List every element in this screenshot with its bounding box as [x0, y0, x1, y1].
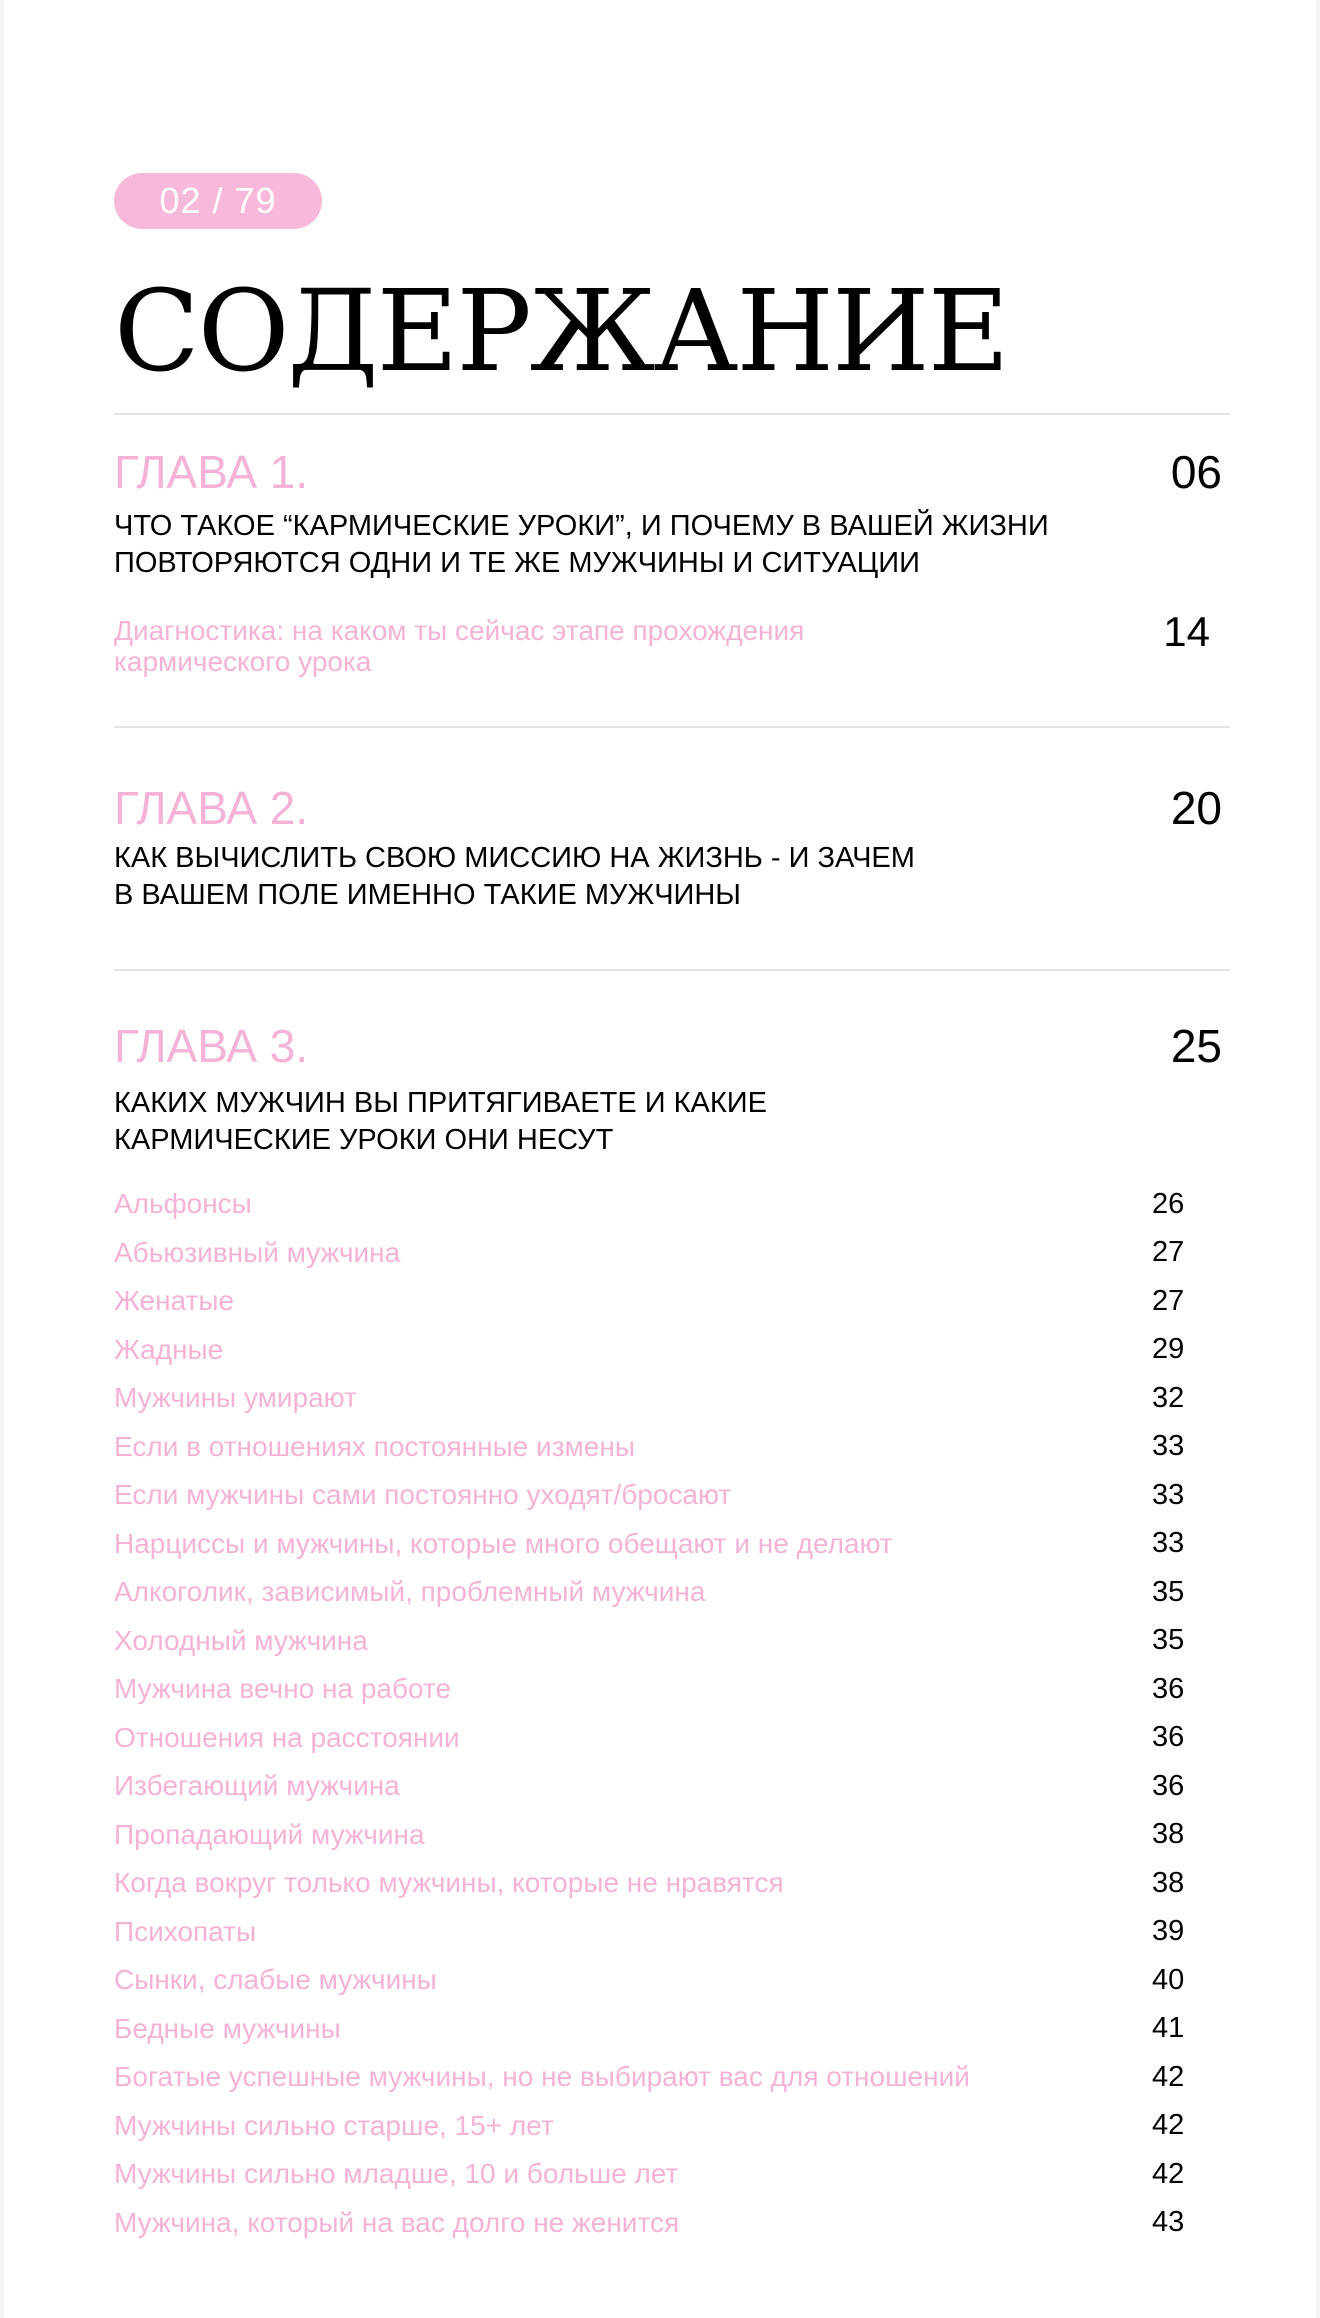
toc-entry: [114, 1520, 1198, 1569]
toc-entry: [114, 2005, 1198, 2054]
toc-entry-title: Нарциссы и мужчины, которые много обещают и не делают: [114, 1527, 893, 1559]
chapter-3-label: ГЛАВА 3.: [114, 1020, 309, 1072]
divider: [114, 969, 1230, 971]
chapter-1-page: 06: [1170, 446, 1222, 498]
chapter-3-page: 25: [1170, 1020, 1222, 1072]
toc-entry-page: 41: [1152, 2012, 1185, 2045]
toc-entry: [114, 1762, 1198, 1811]
toc-entry-page: 42: [1152, 2060, 1185, 2093]
toc-entry-page: 36: [1152, 1769, 1185, 1802]
toc-entry: [114, 2199, 1198, 2248]
toc-entry: [114, 1180, 1198, 1229]
toc-entry-title: Если в отношениях постоянные измены: [114, 1430, 635, 1462]
toc-entry-page: 42: [1152, 2157, 1185, 2190]
toc-entry-page: 40: [1152, 1963, 1185, 1996]
divider: [114, 413, 1230, 415]
toc-entry: [114, 2102, 1198, 2151]
toc-entry-title: Альфонсы: [114, 1188, 252, 1220]
toc-entry-page: 36: [1152, 1672, 1185, 1705]
chapter-2-description: КАК ВЫЧИСЛИТЬ СВОЮ МИССИЮ НА ЖИЗНЬ - И ЗАЧЕМ В ВАШЕМ ПОЛЕ ИМЕННО ТАКИЕ МУЖЧИНЫ: [114, 842, 915, 911]
toc-entry: [114, 1568, 1198, 1617]
toc-entry-title: Когда вокруг только мужчины, которые не нравятся: [114, 1867, 784, 1899]
chapter-2-label: ГЛАВА 2.: [114, 782, 309, 834]
toc-entry-page: 39: [1152, 1915, 1185, 1948]
toc-entry-title: Пропадающий мужчина: [114, 1818, 425, 1850]
divider: [114, 726, 1230, 728]
toc-entry-title: Если мужчины сами постоянно уходят/бросают: [114, 1479, 732, 1511]
chapter-3-item-list: [114, 1180, 1198, 2247]
toc-entry-page: 27: [1152, 1284, 1185, 1317]
page-number-badge: 02 / 79: [114, 173, 322, 229]
chapter-1-description: ЧТО ТАКОЕ “КАРМИЧЕСКИЕ УРОКИ”, И ПОЧЕМУ В ВАШЕЙ ЖИЗНИ ПОВТОРЯЮТСЯ ОДНИ И ТЕ ЖЕ МУЖЧИНЫ И СИТУАЦИИ: [114, 510, 1049, 579]
toc-entry-page: 26: [1152, 1187, 1185, 1220]
toc-entry-page: 42: [1152, 2109, 1185, 2142]
toc-entry-page: 36: [1152, 1721, 1185, 1754]
toc-entry-page: 38: [1152, 1818, 1185, 1851]
toc-entry: [114, 1714, 1198, 1763]
toc-entry-page: 43: [1152, 2206, 1185, 2239]
toc-entry-title: Жадные: [114, 1333, 224, 1365]
toc-entry-title: Сынки, слабые мужчины: [114, 1964, 437, 1996]
toc-entry: [114, 1665, 1198, 1714]
toc-entry: [114, 1859, 1198, 1908]
chapter-1-label: ГЛАВА 1.: [114, 446, 309, 498]
toc-entry-title: Богатые успешные мужчины, но не выбирают вас для отношений: [114, 2061, 970, 2093]
chapter-2-page: 20: [1170, 782, 1222, 834]
toc-entry: [114, 1374, 1198, 1423]
toc-entry: [114, 1326, 1198, 1375]
toc-entry-title: Алкоголик, зависимый, проблемный мужчина: [114, 1576, 706, 1608]
toc-entry-title: Мужчины умирают: [114, 1382, 357, 1414]
toc-entry: [114, 1277, 1198, 1326]
toc-entry: [114, 1956, 1198, 2005]
toc-entry-title: Избегающий мужчина: [114, 1770, 400, 1802]
toc-entry: [114, 1908, 1198, 1957]
chapter-1-subsection-title: Диагностика: на каком ты сейчас этапе прохождения кармического урока: [114, 615, 805, 677]
toc-entry: [114, 1229, 1198, 1278]
toc-entry-title: Мужчина, который на вас долго не женится: [114, 2206, 680, 2238]
toc-entry-page: 33: [1152, 1478, 1185, 1511]
chapter-1-subsection-page: 14: [1163, 608, 1210, 655]
toc-entry-title: Психопаты: [114, 1915, 257, 1947]
toc-entry: [114, 1423, 1198, 1472]
toc-entry-title: Мужчины сильно младше, 10 и больше лет: [114, 2158, 679, 2190]
toc-entry-page: 32: [1152, 1381, 1185, 1414]
toc-entry-title: Абьюзивный мужчина: [114, 1236, 401, 1268]
toc-entry-title: Мужчина вечно на работе: [114, 1673, 452, 1705]
toc-entry-page: 35: [1152, 1624, 1185, 1657]
toc-entry-page: 27: [1152, 1236, 1185, 1269]
toc-entry-title: Женатые: [114, 1285, 235, 1317]
document-page: [4, 0, 1316, 2318]
toc-entry-title: Холодный мужчина: [114, 1624, 368, 1656]
toc-entry: [114, 2053, 1198, 2102]
toc-entry: [114, 1471, 1198, 1520]
toc-entry: [114, 2150, 1198, 2199]
toc-entry: [114, 1811, 1198, 1860]
chapter-3-description: КАКИХ МУЖЧИН ВЫ ПРИТЯГИВАЕТЕ И КАКИЕ КАРМИЧЕСКИЕ УРОКИ ОНИ НЕСУТ: [114, 1087, 767, 1156]
toc-entry-title: Бедные мужчины: [114, 2012, 341, 2044]
toc-entry-page: 35: [1152, 1575, 1185, 1608]
toc-entry: [114, 1617, 1198, 1666]
toc-entry-title: Отношения на расстоянии: [114, 1721, 460, 1753]
toc-entry-page: 33: [1152, 1430, 1185, 1463]
toc-entry-page: 29: [1152, 1333, 1185, 1366]
page-title: СОДЕРЖАНИЕ: [114, 267, 1008, 397]
toc-entry-page: 33: [1152, 1527, 1185, 1560]
toc-entry-page: 38: [1152, 1866, 1185, 1899]
toc-entry-title: Мужчины сильно старше, 15+ лет: [114, 2109, 554, 2141]
